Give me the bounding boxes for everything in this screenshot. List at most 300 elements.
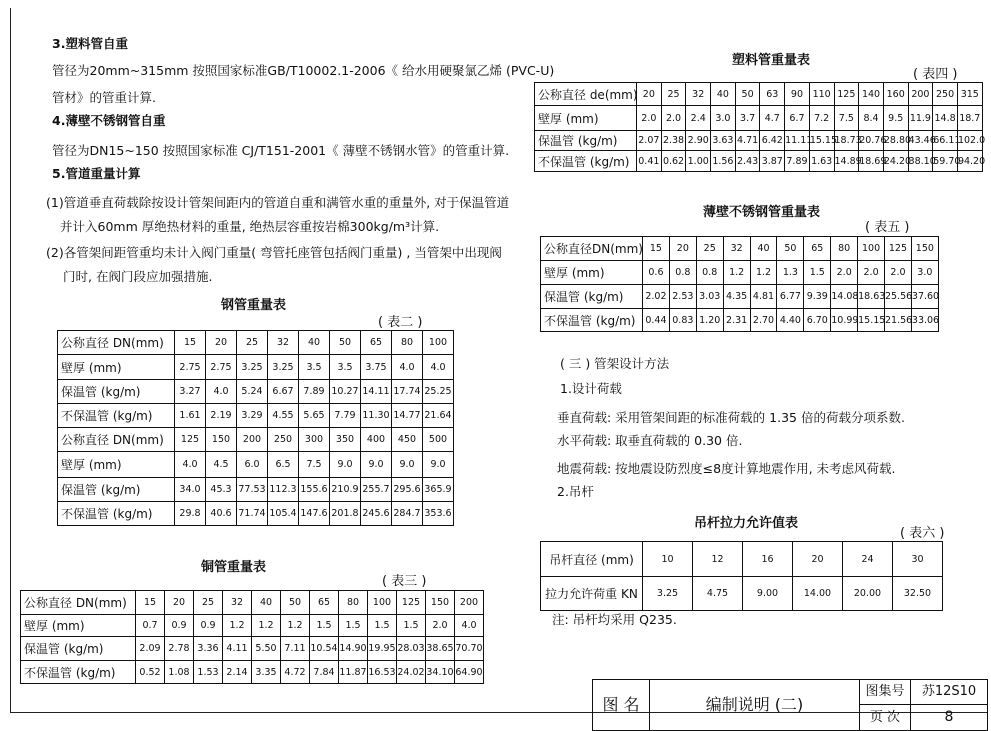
table-cell: 20 [637, 83, 662, 106]
table-cell: 40 [711, 83, 736, 106]
table-cell: 1.5 [339, 615, 368, 637]
table6-title: 吊杆拉力允许值表 [694, 516, 799, 531]
table-cell: 400 [361, 428, 392, 452]
table-cell: 12 [693, 542, 743, 577]
table-row [58, 452, 454, 478]
table-cell: 2.90 [686, 131, 711, 151]
table-cell: 4.0 [392, 355, 423, 380]
table-cell: 10 [643, 542, 693, 577]
table-cell: 1.2 [252, 615, 281, 637]
table-cell: 3.7 [735, 106, 760, 131]
row-label: 公称直径 de(mm) [535, 83, 637, 106]
table-cell: 315 [957, 83, 982, 106]
row-label: 壁厚 (mm) [58, 452, 175, 478]
row-label: 壁厚 (mm) [535, 106, 637, 131]
table-cell: 14.77 [392, 404, 423, 428]
table-row [58, 502, 454, 526]
table-cell: 1.56 [711, 151, 736, 172]
table-cell: 18.63 [858, 285, 885, 309]
stainless-pipe-weight-table [540, 236, 939, 332]
table-row [541, 577, 943, 611]
table-cell: 40 [299, 331, 330, 355]
table-cell: 1.2 [723, 261, 750, 285]
table-cell: 6.70 [804, 309, 831, 332]
table-cell: 200 [237, 428, 268, 452]
table-cell: 24.20 [883, 151, 908, 172]
table-cell: 2.38 [661, 131, 686, 151]
row-label: 保温管 (kg/m) [535, 131, 637, 151]
table-cell: 24 [843, 542, 893, 577]
row-label: 壁厚 (mm) [541, 261, 643, 285]
row-label: 保温管 (kg/m) [58, 380, 175, 404]
table-row [541, 542, 943, 577]
method-horizontal-load: 水平荷载: 取垂直荷载的 0.30 倍. [557, 433, 743, 448]
table-cell: 1.3 [777, 261, 804, 285]
table-cell: 20 [165, 591, 194, 615]
table-cell: 4.75 [693, 577, 743, 611]
table-cell: 25 [237, 331, 268, 355]
table-cell: 1.20 [696, 309, 723, 332]
drawing-name-label: 图 名 [593, 680, 650, 730]
table-cell: 3.03 [696, 285, 723, 309]
table-cell: 125 [885, 237, 912, 261]
table-cell: 6.42 [760, 131, 785, 151]
page-no-label: 页 次 [860, 705, 911, 730]
table-cell: 2.0 [637, 106, 662, 131]
row-label: 不保温管 (kg/m) [535, 151, 637, 172]
table-cell: 20.76 [859, 131, 884, 151]
table-cell: 80 [339, 591, 368, 615]
table-cell: 1.2 [223, 615, 252, 637]
row-label: 保温管 (kg/m) [541, 285, 643, 309]
table-cell: 0.8 [669, 261, 696, 285]
table-cell: 38.10 [908, 151, 933, 172]
table-cell: 32 [223, 591, 252, 615]
table-cell: 59.70 [933, 151, 958, 172]
table-cell: 1.61 [175, 404, 206, 428]
section-5-para-2b: 门时, 在阀门段应加强措施. [63, 269, 213, 284]
table-cell: 2.0 [661, 106, 686, 131]
table-cell: 9.00 [743, 577, 793, 611]
table-cell: 7.5 [299, 452, 330, 478]
table-cell: 15.15 [858, 309, 885, 332]
table-cell: 32.50 [893, 577, 943, 611]
table-cell: 38.65 [426, 637, 455, 661]
row-label: 公称直径 DN(mm) [58, 428, 175, 452]
table-cell: 90 [785, 83, 810, 106]
table-cell: 32 [686, 83, 711, 106]
note: 注: 吊杆均采用 Q235. [552, 612, 677, 627]
table-cell: 155.6 [299, 478, 330, 502]
table-cell: 43.46 [908, 131, 933, 151]
table-cell: 14.90 [339, 637, 368, 661]
table-cell: 5.24 [237, 380, 268, 404]
table-cell: 50 [281, 591, 310, 615]
table-cell: 200 [908, 83, 933, 106]
row-label: 保温管 (kg/m) [58, 478, 175, 502]
table-cell: 210.9 [330, 478, 361, 502]
table-cell: 28.03 [397, 637, 426, 661]
table-cell: 2.4 [686, 106, 711, 131]
table-cell: 21.56 [885, 309, 912, 332]
table-cell: 3.87 [760, 151, 785, 172]
table-cell: 125 [397, 591, 426, 615]
table-cell: 14.8 [933, 106, 958, 131]
table-cell: 15.15 [809, 131, 834, 151]
table-cell: 14.11 [361, 380, 392, 404]
table-cell: 14.08 [831, 285, 858, 309]
table-cell: 25 [661, 83, 686, 106]
table-cell: 94.20 [957, 151, 982, 172]
table-cell: 4.71 [735, 131, 760, 151]
table-cell: 0.41 [637, 151, 662, 172]
section-4-title: 4.薄壁不锈钢管自重 [52, 113, 166, 128]
table-cell: 16.53 [368, 661, 397, 684]
table3-title: 铜管重量表 [201, 560, 267, 575]
table-cell: 25 [194, 591, 223, 615]
table-cell: 2.0 [885, 261, 912, 285]
table-cell: 15 [643, 237, 670, 261]
section-5-para-1b: 并计入60mm 厚绝热材料的重量, 绝热层容重按岩棉300kg/m³计算. [60, 219, 440, 234]
table-cell: 110 [809, 83, 834, 106]
table-cell: 353.6 [423, 502, 454, 526]
table2-number: ( 表二 ) [378, 315, 423, 330]
table-cell: 7.84 [310, 661, 339, 684]
table-cell: 1.63 [809, 151, 834, 172]
table-cell: 0.44 [643, 309, 670, 332]
table-cell: 25 [696, 237, 723, 261]
method-seismic-load: 地震荷载: 按地震设防烈度≤8度计算地震作用, 未考虑风荷载. [557, 461, 896, 476]
row-label: 保温管 (kg/m) [21, 637, 136, 661]
row-label: 吊杆直径 (mm) [541, 542, 643, 577]
table-cell: 250 [933, 83, 958, 106]
table-row [21, 615, 484, 637]
table-cell: 65 [361, 331, 392, 355]
table-cell: 284.7 [392, 502, 423, 526]
table-row [21, 591, 484, 615]
atlas-no: 苏12S10 [911, 680, 987, 705]
method-hanger: 2.吊杆 [557, 484, 594, 499]
table-cell: 150 [206, 428, 237, 452]
section-3-text-1: 管径为20mm~315mm 按照国家标准GB/T10002.1-2006《 给水用硬聚氯乙烯 (PVC-U) [52, 63, 555, 78]
table-cell: 200 [455, 591, 484, 615]
table-cell: 25.56 [885, 285, 912, 309]
table-cell: 20 [793, 542, 843, 577]
table-row [541, 261, 939, 285]
table-cell: 6.7 [785, 106, 810, 131]
table-cell: 112.3 [268, 478, 299, 502]
table-cell: 66.11 [933, 131, 958, 151]
table-cell: 2.43 [735, 151, 760, 172]
table-row [58, 380, 454, 404]
table-cell: 2.0 [831, 261, 858, 285]
table-cell: 125 [175, 428, 206, 452]
table-cell: 7.11 [281, 637, 310, 661]
table-cell: 80 [831, 237, 858, 261]
table-cell: 9.5 [883, 106, 908, 131]
table-cell: 8.4 [859, 106, 884, 131]
table-cell: 15 [136, 591, 165, 615]
table-cell: 1.2 [750, 261, 777, 285]
table-cell: 20 [669, 237, 696, 261]
table-row [541, 309, 939, 332]
table-row [21, 661, 484, 684]
table-cell: 140 [859, 83, 884, 106]
table-cell: 2.75 [206, 355, 237, 380]
table-cell: 1.00 [686, 151, 711, 172]
table-cell: 2.14 [223, 661, 252, 684]
table-cell: 25.25 [423, 380, 454, 404]
table-cell: 4.5 [206, 452, 237, 478]
table-cell: 3.75 [361, 355, 392, 380]
section-3-title: 3.塑料管自重 [52, 36, 128, 51]
row-label: 壁厚 (mm) [21, 615, 136, 637]
table-cell: 4.0 [423, 355, 454, 380]
section-5-para-1a: (1)管道垂直荷载除按设计管架间距内的管道自重和满管水重的重量外, 对于保温管道 [46, 195, 510, 210]
table-cell: 2.07 [637, 131, 662, 151]
table-cell: 4.55 [268, 404, 299, 428]
table-cell: 9.0 [361, 452, 392, 478]
method-vertical-load: 垂直荷载: 采用管架间距的标准荷载的 1.35 倍的荷载分项系数. [557, 410, 905, 425]
table6-number: ( 表六 ) [900, 526, 945, 541]
table-cell: 150 [911, 237, 938, 261]
table-cell: 34.10 [426, 661, 455, 684]
table-cell: 350 [330, 428, 361, 452]
section-5-para-2a: (2)各管架间距管重均未计入阀门重量( 弯管托座管包括阀门重量) , 当管架中出现阀 [46, 245, 502, 260]
drawing-name: 编制说明 (二) [650, 680, 860, 730]
section-5-title: 5.管道重量计算 [52, 166, 141, 181]
table-cell: 19.95 [368, 637, 397, 661]
table-cell: 4.0 [206, 380, 237, 404]
table-cell: 45.3 [206, 478, 237, 502]
table-cell: 3.25 [237, 355, 268, 380]
table-cell: 11.9 [908, 106, 933, 131]
table-cell: 4.11 [223, 637, 252, 661]
table-cell: 40 [252, 591, 281, 615]
atlas-no-label: 图集号 [860, 680, 911, 705]
table-cell: 100 [423, 331, 454, 355]
table-cell: 147.6 [299, 502, 330, 526]
table5-title: 薄壁不锈钢管重量表 [703, 205, 821, 220]
table-cell: 3.35 [252, 661, 281, 684]
table-cell: 11.11 [785, 131, 810, 151]
table-cell: 2.31 [723, 309, 750, 332]
table-row [21, 637, 484, 661]
table-cell: 0.8 [696, 261, 723, 285]
table-cell: 18.69 [859, 151, 884, 172]
table-cell: 3.5 [299, 355, 330, 380]
title-block [592, 679, 988, 731]
row-label: 公称直径 DN(mm) [58, 331, 175, 355]
table-cell: 4.7 [760, 106, 785, 131]
table-cell: 255.7 [361, 478, 392, 502]
table-row [58, 404, 454, 428]
table-cell: 4.0 [175, 452, 206, 478]
table-cell: 77.53 [237, 478, 268, 502]
table-row [535, 106, 983, 131]
table-cell: 4.40 [777, 309, 804, 332]
table-cell: 1.5 [368, 615, 397, 637]
table-cell: 7.89 [299, 380, 330, 404]
table-cell: 18.73 [834, 131, 859, 151]
table-cell: 50 [735, 83, 760, 106]
table-row [58, 428, 454, 452]
table-cell: 14.89 [834, 151, 859, 172]
table-cell: 2.09 [136, 637, 165, 661]
table-row [58, 478, 454, 502]
table-cell: 11.87 [339, 661, 368, 684]
table-cell: 2.02 [643, 285, 670, 309]
table-cell: 5.50 [252, 637, 281, 661]
table-cell: 9.39 [804, 285, 831, 309]
table-cell: 24.02 [397, 661, 426, 684]
table-cell: 40.6 [206, 502, 237, 526]
table-cell: 100 [858, 237, 885, 261]
table-cell: 1.53 [194, 661, 223, 684]
steel-pipe-weight-table [57, 330, 454, 526]
table-cell: 2.53 [669, 285, 696, 309]
table-cell: 6.67 [268, 380, 299, 404]
table-cell: 1.2 [281, 615, 310, 637]
table-cell: 500 [423, 428, 454, 452]
table-cell: 11.30 [361, 404, 392, 428]
table-cell: 2.78 [165, 637, 194, 661]
table-cell: 0.7 [136, 615, 165, 637]
table-cell: 1.5 [804, 261, 831, 285]
table-cell: 1.5 [310, 615, 339, 637]
table-row [541, 237, 939, 261]
table-cell: 17.74 [392, 380, 423, 404]
table-cell: 7.89 [785, 151, 810, 172]
table-cell: 64.90 [455, 661, 484, 684]
table-cell: 80 [392, 331, 423, 355]
table-cell: 20.00 [843, 577, 893, 611]
row-label: 公称直径DN(mm) [541, 237, 643, 261]
table-cell: 70.70 [455, 637, 484, 661]
table-cell: 37.60 [911, 285, 938, 309]
table-cell: 20 [206, 331, 237, 355]
table-cell: 28.80 [883, 131, 908, 151]
table-cell: 365.9 [423, 478, 454, 502]
table-row [535, 151, 983, 172]
table-row [58, 355, 454, 380]
table-cell: 10.54 [310, 637, 339, 661]
table-cell: 160 [883, 83, 908, 106]
table4-number: ( 表四 ) [913, 67, 958, 82]
table-cell: 150 [426, 591, 455, 615]
table-cell: 450 [392, 428, 423, 452]
table-cell: 245.6 [361, 502, 392, 526]
table-cell: 4.72 [281, 661, 310, 684]
copper-pipe-weight-table [20, 590, 484, 684]
table-cell: 3.25 [268, 355, 299, 380]
table-cell: 4.0 [455, 615, 484, 637]
table-cell: 40 [750, 237, 777, 261]
table-cell: 7.2 [809, 106, 834, 131]
table-cell: 6.5 [268, 452, 299, 478]
row-label: 拉力允许荷重 KN [541, 577, 643, 611]
table-cell: 10.99 [831, 309, 858, 332]
table-cell: 4.35 [723, 285, 750, 309]
table5-number: ( 表五 ) [865, 220, 910, 235]
table-cell: 102.0 [957, 131, 982, 151]
row-label: 不保温管 (kg/m) [21, 661, 136, 684]
table-cell: 0.62 [661, 151, 686, 172]
table-cell: 10.27 [330, 380, 361, 404]
row-label: 壁厚 (mm) [58, 355, 175, 380]
table-cell: 71.74 [237, 502, 268, 526]
table-cell: 32 [723, 237, 750, 261]
table-cell: 50 [330, 331, 361, 355]
row-label: 公称直径 DN(mm) [21, 591, 136, 615]
table-cell: 30 [893, 542, 943, 577]
table-cell: 3.27 [175, 380, 206, 404]
table-cell: 5.65 [299, 404, 330, 428]
table-cell: 2.75 [175, 355, 206, 380]
table-cell: 125 [834, 83, 859, 106]
table-cell: 63 [760, 83, 785, 106]
table-cell: 34.0 [175, 478, 206, 502]
table-cell: 7.5 [834, 106, 859, 131]
section-3-text-2: 管材》的管重计算. [52, 90, 156, 105]
table-cell: 21.64 [423, 404, 454, 428]
table-cell: 4.81 [750, 285, 777, 309]
row-label: 不保温管 (kg/m) [58, 502, 175, 526]
plastic-pipe-weight-table [534, 82, 986, 172]
row-label: 不保温管 (kg/m) [58, 404, 175, 428]
table-cell: 3.0 [911, 261, 938, 285]
table-cell: 50 [777, 237, 804, 261]
table-cell: 7.79 [330, 404, 361, 428]
table-cell: 9.0 [392, 452, 423, 478]
row-label: 不保温管 (kg/m) [541, 309, 643, 332]
table-row [541, 285, 939, 309]
table-cell: 29.8 [175, 502, 206, 526]
method-design-load: 1.设计荷载 [560, 381, 622, 396]
table3-number: ( 表三 ) [382, 574, 427, 589]
table-cell: 0.83 [669, 309, 696, 332]
table-cell: 0.9 [194, 615, 223, 637]
table-cell: 2.19 [206, 404, 237, 428]
table-cell: 250 [268, 428, 299, 452]
table-row [58, 331, 454, 355]
table-cell: 3.25 [643, 577, 693, 611]
table-row [535, 83, 983, 106]
table-cell: 18.7 [957, 106, 982, 131]
table-cell: 2.70 [750, 309, 777, 332]
table-cell: 0.52 [136, 661, 165, 684]
table-cell: 300 [299, 428, 330, 452]
table-cell: 15 [175, 331, 206, 355]
method-heading: ( 三 ) 管架设计方法 [560, 356, 670, 371]
table-cell: 1.08 [165, 661, 194, 684]
table-cell: 3.5 [330, 355, 361, 380]
table-cell: 6.0 [237, 452, 268, 478]
table-cell: 0.6 [643, 261, 670, 285]
table-cell: 2.0 [858, 261, 885, 285]
table-cell: 14.00 [793, 577, 843, 611]
page-no: 8 [944, 709, 954, 725]
table-cell: 100 [368, 591, 397, 615]
table-cell: 1.5 [397, 615, 426, 637]
table-cell: 65 [804, 237, 831, 261]
table-cell: 16 [743, 542, 793, 577]
table-cell: 105.4 [268, 502, 299, 526]
table-cell: 33.06 [911, 309, 938, 332]
table-cell: 295.6 [392, 478, 423, 502]
table-cell: 3.29 [237, 404, 268, 428]
table-row [535, 131, 983, 151]
